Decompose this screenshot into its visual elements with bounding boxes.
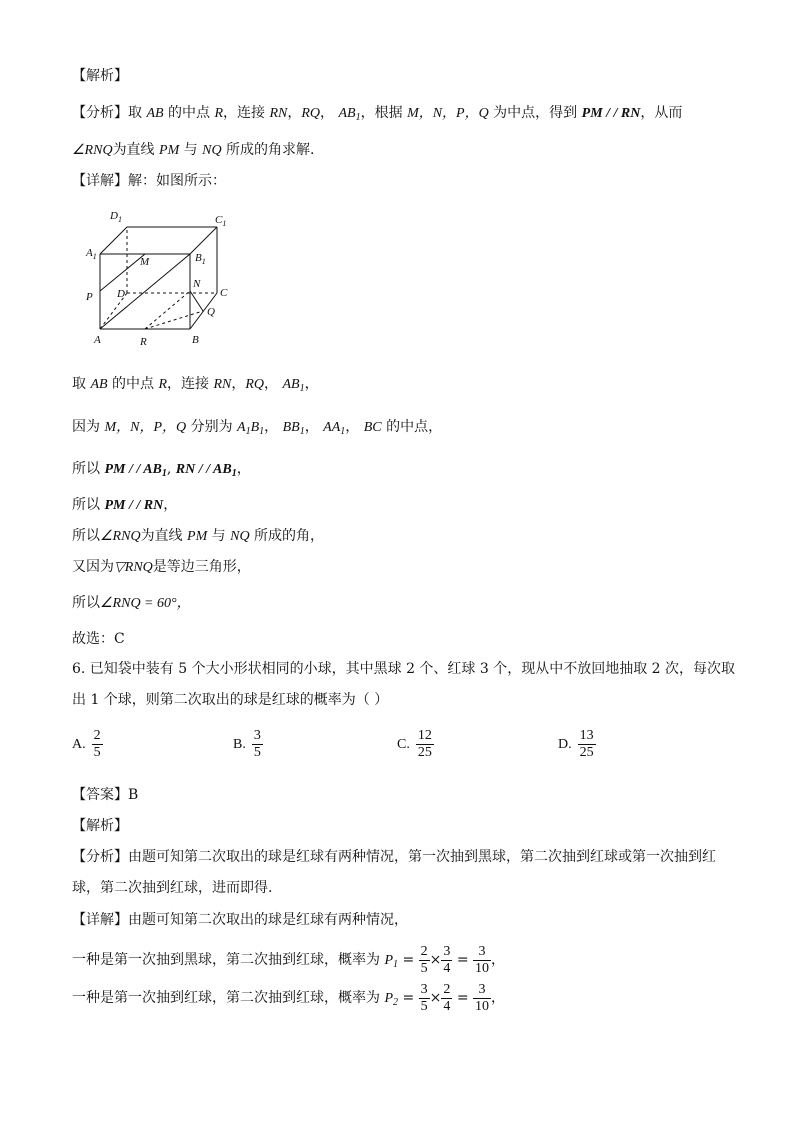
option-B bbox=[233, 728, 263, 761]
ab1-base: AB bbox=[338, 106, 356, 121]
label-C1: $C_1$ bbox=[215, 214, 227, 228]
text: 的中点 bbox=[107, 376, 159, 392]
label-R: R bbox=[140, 336, 147, 348]
fraction bbox=[252, 728, 263, 761]
denominator: 5 bbox=[420, 960, 428, 976]
aa1-base: AA bbox=[323, 420, 341, 435]
text: 取 bbox=[128, 105, 147, 121]
option-D bbox=[558, 728, 596, 761]
q6-fenxi-1 bbox=[72, 848, 716, 866]
fenxi-line-2 bbox=[72, 141, 315, 160]
option-label: A. bbox=[72, 736, 86, 752]
answer-choice-line: 故选：C bbox=[72, 631, 125, 647]
fenxi-label: 【分析】 bbox=[72, 105, 128, 121]
label-Q: Q bbox=[207, 306, 215, 318]
ab1-sub: 1 bbox=[299, 383, 305, 394]
denominator: 10 bbox=[475, 998, 490, 1014]
label-B1: $B_1$ bbox=[195, 252, 206, 266]
label-D1: $D_1$ bbox=[110, 210, 122, 224]
detail-line-3: 所以 PM / / $AB_1$, RN / / $AB_1$， bbox=[72, 461, 251, 479]
text: 与 bbox=[207, 528, 231, 544]
q6-stem-1: 6. 已知袋中装有 5 个大小形状相同的小球，其中黑球 2 个、红球 3 个，现从中不放回地抽取 2 次，每次取 bbox=[72, 661, 736, 677]
comma: ， bbox=[491, 952, 506, 968]
text: ，从而 bbox=[640, 105, 683, 121]
denominator: 5 bbox=[253, 745, 261, 760]
math-BC: BC bbox=[363, 420, 382, 435]
text: ，根据 bbox=[360, 105, 408, 121]
math-AB: AB bbox=[90, 377, 108, 392]
numerator: 3 bbox=[420, 981, 428, 997]
label-N: N bbox=[193, 278, 201, 290]
math-PM-par-AB1 bbox=[104, 462, 166, 477]
text: 与 bbox=[179, 142, 203, 158]
edge-B1-C1 bbox=[190, 227, 217, 254]
rn-par-ab: RN / / AB bbox=[175, 462, 232, 477]
p: P bbox=[384, 953, 394, 968]
text: 所以 bbox=[72, 497, 105, 513]
text: 一种是第一次抽到红球，第二次抽到红球，概率为 bbox=[72, 990, 385, 1006]
text: 解：如图所示： bbox=[128, 173, 226, 189]
denominator: 5 bbox=[93, 745, 101, 760]
label-M: M bbox=[140, 256, 150, 268]
math-RN-par-AB1 bbox=[176, 462, 237, 477]
denominator: 10 bbox=[475, 960, 490, 976]
math-angle-RNQ: ∠RNQ bbox=[100, 529, 141, 544]
detail-line-7 bbox=[72, 594, 191, 613]
equals: = bbox=[456, 990, 469, 1006]
math-RQ: RQ bbox=[301, 106, 321, 121]
times: × bbox=[429, 990, 442, 1006]
math-AB1 bbox=[339, 106, 361, 121]
text: 所成的角求解. bbox=[221, 142, 315, 158]
text: 是等边三角形， bbox=[152, 559, 251, 575]
fraction bbox=[419, 982, 430, 1015]
label-A: A bbox=[94, 334, 101, 346]
q6-case-2 bbox=[72, 978, 505, 1023]
text: 所以 bbox=[72, 461, 105, 477]
detail-line-1: 取 AB 的中点 R，连接 RN，RQ， $AB_1$， bbox=[72, 376, 319, 394]
detail-line-4: 所以 PM / / RN， bbox=[72, 497, 178, 513]
option-A bbox=[72, 728, 103, 761]
numerator: 3 bbox=[478, 943, 486, 959]
xiangjie-line bbox=[72, 172, 226, 190]
fraction bbox=[473, 944, 491, 977]
fraction bbox=[92, 728, 103, 761]
text: 因为 bbox=[72, 419, 105, 435]
text: 所以 bbox=[72, 595, 100, 611]
text: 分别为 bbox=[186, 419, 238, 435]
text: 一种是第一次抽到黑球，第二次抽到红球，概率为 bbox=[72, 952, 385, 968]
p: P bbox=[384, 991, 394, 1006]
text: ，连接 bbox=[223, 105, 270, 121]
edge-A1-D1 bbox=[100, 227, 127, 254]
xiangjie-label: 【详解】 bbox=[72, 912, 128, 928]
math-MNPQ: M，N，P，Q bbox=[407, 106, 489, 121]
math-AB1 bbox=[283, 377, 305, 392]
text: ，连接 bbox=[167, 376, 214, 392]
fraction bbox=[441, 944, 452, 977]
a1b1-base: A bbox=[237, 420, 246, 435]
fenxi-line-1: 【分析】取 AB 的中点 R，连接 RN，RQ， $AB_1$，根据 M，N，P，Q 为中点，得到 PM / / RN，从而 bbox=[72, 105, 683, 123]
times: × bbox=[429, 952, 442, 968]
math-R: R bbox=[158, 377, 168, 392]
math-MNPQ: M，N，P，Q bbox=[104, 420, 187, 435]
fenxi-label: 【分析】 bbox=[72, 849, 128, 865]
numerator: 2 bbox=[443, 981, 451, 997]
denominator: 4 bbox=[443, 998, 451, 1014]
detail-line-6 bbox=[72, 558, 251, 577]
text: 又因为 bbox=[72, 559, 114, 575]
a1b1-sub: 1 bbox=[245, 426, 251, 437]
option-C bbox=[397, 728, 434, 761]
equals: = bbox=[402, 952, 415, 968]
detail-line-5 bbox=[72, 527, 324, 546]
option-label: D. bbox=[558, 736, 572, 752]
math-AB: AB bbox=[146, 106, 164, 121]
q6-jiexi: 【解析】 bbox=[72, 818, 128, 834]
math-BB1 bbox=[283, 420, 305, 435]
numerator: 3 bbox=[253, 728, 261, 743]
bb1-base: BB bbox=[282, 420, 300, 435]
sub: 1 bbox=[393, 959, 399, 970]
equals: = bbox=[456, 952, 469, 968]
denominator: 25 bbox=[417, 745, 432, 760]
label-C: C bbox=[220, 287, 228, 299]
pm-par-ab: PM / / AB bbox=[104, 462, 162, 477]
math-RN: RN bbox=[269, 106, 288, 121]
text: 为中点，得到 bbox=[488, 105, 582, 121]
option-label: B. bbox=[233, 736, 246, 752]
text: 取 bbox=[72, 376, 91, 392]
text: 由题可知第二次取出的球是红球有两种情况，第一次抽到黑球，第二次抽到红球或第一次抽到红 bbox=[128, 849, 716, 865]
math-A1B1: $A_1B_1$ bbox=[237, 420, 265, 437]
fraction bbox=[578, 728, 596, 761]
numerator: 3 bbox=[478, 981, 486, 997]
label-D: D bbox=[117, 288, 125, 300]
segment-R-Q bbox=[145, 311, 203, 329]
ab1-sub: 1 bbox=[355, 112, 361, 123]
ab1-base: AB bbox=[282, 377, 300, 392]
segment-R-N bbox=[145, 291, 190, 329]
math-NQ: NQ bbox=[230, 529, 250, 544]
denominator: 5 bbox=[420, 998, 428, 1014]
q6-answer: 【答案】B bbox=[72, 787, 139, 803]
math-PM-par-RN: PM / / RN bbox=[581, 106, 641, 121]
text: 由题可知第二次取出的球是红球有两种情况， bbox=[128, 912, 408, 928]
label-A1: $A_1$ bbox=[86, 247, 97, 261]
q6-stem-2: 出 1 个球，则第二次取出的球是红球的概率为（ ） bbox=[72, 692, 389, 708]
math-R: R bbox=[214, 106, 224, 121]
math-PM: PM bbox=[159, 143, 180, 158]
numerator: 12 bbox=[417, 728, 432, 743]
numerator: 13 bbox=[579, 728, 594, 743]
segment-P-M bbox=[100, 254, 145, 291]
fraction bbox=[416, 728, 434, 761]
sub: 1 bbox=[231, 468, 237, 479]
detail-line-2: 因为 M，N，P，Q 分别为 $A_1B_1$， $BB_1$， $AA_1$， BC 的中点， bbox=[72, 419, 443, 437]
math-angle-RNQ: ∠RNQ bbox=[72, 143, 113, 158]
text: 的中点， bbox=[381, 419, 443, 435]
a1b1-sub2: 1 bbox=[259, 426, 265, 437]
text: 为直线 bbox=[112, 142, 160, 158]
cube-figure bbox=[80, 205, 250, 350]
bb1-sub: 1 bbox=[299, 426, 305, 437]
math-P1 bbox=[384, 953, 398, 968]
text: 的中点 bbox=[163, 105, 215, 121]
comma: ， bbox=[491, 990, 506, 1006]
numerator: 2 bbox=[93, 728, 101, 743]
math-angle-eq: ∠RNQ = 60°， bbox=[100, 596, 191, 611]
math-RQ: RQ bbox=[245, 377, 265, 392]
denominator: 4 bbox=[443, 960, 451, 976]
fraction bbox=[419, 944, 430, 977]
q6-fenxi-2: 球，第二次抽到红球，进而即得. bbox=[72, 880, 273, 896]
fraction bbox=[473, 982, 491, 1015]
sub: 1 bbox=[161, 468, 167, 479]
text: 所以 bbox=[72, 528, 100, 544]
equals: = bbox=[402, 990, 415, 1006]
jiexi-heading: 【解析】 bbox=[72, 68, 128, 84]
label-P: P bbox=[86, 291, 93, 303]
math-triangle-RNQ: ▽RNQ bbox=[114, 560, 153, 575]
math-RN: RN bbox=[213, 377, 232, 392]
q6-xiangjie-1 bbox=[72, 911, 408, 929]
text: 所成的角， bbox=[249, 528, 325, 544]
sub: 2 bbox=[393, 997, 399, 1008]
xiangjie-label: 【详解】 bbox=[72, 173, 128, 189]
fraction bbox=[441, 982, 452, 1015]
label-B: B bbox=[192, 334, 199, 346]
math-PM: PM bbox=[187, 529, 208, 544]
option-label: C. bbox=[397, 736, 410, 752]
denominator: 25 bbox=[579, 745, 594, 760]
math-NQ: NQ bbox=[202, 143, 222, 158]
aa1-sub: 1 bbox=[340, 426, 346, 437]
segment-N-Q bbox=[190, 291, 203, 311]
numerator: 2 bbox=[420, 943, 428, 959]
math-AA1 bbox=[323, 420, 345, 435]
text: 为直线 bbox=[140, 528, 188, 544]
numerator: 3 bbox=[443, 943, 451, 959]
math-P2 bbox=[384, 991, 398, 1006]
math-PM-par-RN: PM / / RN bbox=[104, 498, 164, 513]
